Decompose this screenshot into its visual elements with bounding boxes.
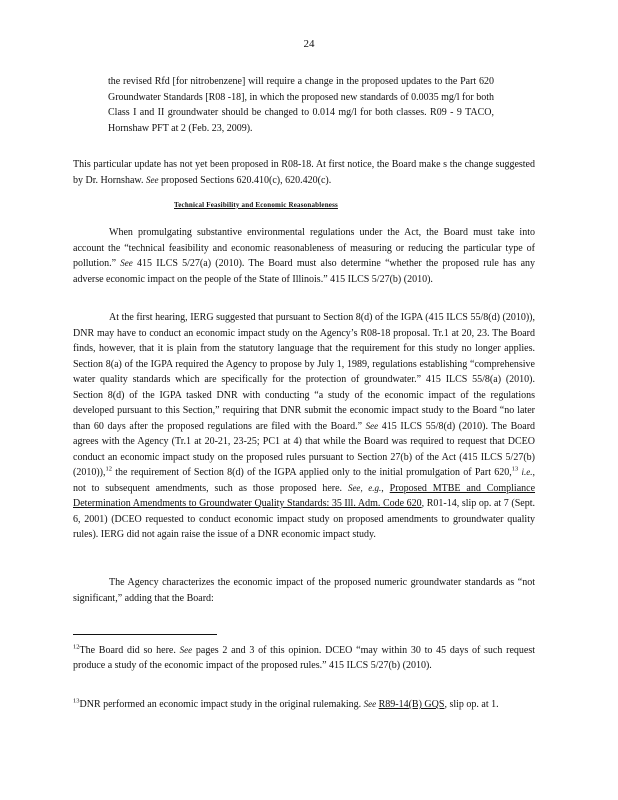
paragraph-text: This particular update has not yet been proposed in R08-18. At first notice, the Board make s the change suggested by Dr. Hornshaw. <box>73 159 535 186</box>
footnote-text: DNR performed an economic impact study in the original rulemaking. <box>79 699 362 710</box>
paragraph-ierg-hearing: At the first hearing, IERG suggested that pursuant to Section 8(d) of the IGPA (415 ILCS 55/8(d) (2010)), DNR may have to conduct an economic impact study on the Agency’s R08-18 proposal. Tr.1 at 20, 23. The Board finds, however, that it is plain from the statutory language that the requirement for this study no longer applies. Section 8(a) of the IGPA required the Agency to propose by July 1, 1989, regulations establishing “comprehensive water quality standards which are specifically for the protection of groundwater.” 415 ILCS 55/8(a) (2010). Section 8(d) of the IGPA tasked DNR with conducting “a study of the economic impact of the regulations developed pursuant to this Section,” requiring that DNR submit the economic impact study to the Board “no later than 60 days after the proposed regulations are filed with the Board.” See 415 ILCS 55/8(d) (2010). The Board agrees with the Agency (Tr.1 at 20-21, 23-25; PC1 at 4) that while the Board was required to request that DCEO conduct an economic impact study on the proposed rules pursuant to Section 27(b) of the Act (415 ILCS 5/27(b) (2010)),$^{12}$ the requirement of Section 8(d) of the IGPA applied only to the initial promulgation of Part 620,13 i.e., not to subsequent amendments, such as those proposed here. See, e.g., Proposed MTBE and Compliance Determination Amendments to Groundwater Quality Standards: 35 Ill. Adm. Code 620, R01-14, slip op. at 7 (Sept. 6, 2001) (DCEO requested to conduct economic impact study on proposed amendments to groundwater quality rules). IERG did not again raise the issue of a DNR economic impact study. <box>73 312 536 540</box>
footnote-text: , slip op. at 1. <box>444 699 499 710</box>
paragraph-feasibility <box>73 225 535 287</box>
citation-signal: i.e. <box>521 467 533 477</box>
paragraph-text: When promulgating substantive environmental regulations under the Act, the Board must take into account the “technical feasibility and economic reasonableness of measuring or reducing the particular type of pollution.” <box>73 227 535 269</box>
citation-signal: See <box>179 645 193 655</box>
footnote-reference[interactable]: 13 <box>511 465 519 473</box>
footnote-reference[interactable]: 12 <box>105 465 112 473</box>
block-quote: the revised Rfd [for nitrobenzene] will require a change in the proposed updates to the Part 620 Groundwater Standards [R08 -18], in which the proposed new standards of 0.0035 mg/l for both Class I and II groundwater should be changed to 0.014 mg/l for both classes. R09 - 9 TACO, Hornshaw PFT at 2 (Feb. 23, 2009). <box>108 76 494 134</box>
case-citation: Proposed MTBE and Compliance Determination Amendments to Groundwater Quality Standards: 35 Ill. Adm. Code 620 <box>73 482 536 509</box>
paragraph-agency: The Agency characterizes the economic impact of the proposed numeric groundwater standards as “not significant,” adding that the Board: <box>73 577 535 604</box>
paragraph-text: At the first hearing, IERG suggested that pursuant to Section 8(d) of the IGPA (415 ILCS 55/8(d) (2010)), DNR may have to conduct an economic impact study on the Agency’s R08-18 proposal. Tr.1 at 20, 23. The Board finds, however, that it is plain from the statutory language that the requirement for this study no longer applies. Section 8(a) of the IGPA required the Agency to propose by July 1, 1989, regulations establishing “comprehensive water quality standards which are specifically for the protection of groundwater.” 415 ILCS 55/8(a) (2010). Section 8(d) of the IGPA tasked DNR with conducting “a study of the economic impact of the regulations developed pursuant to this Section,” requiring that DNR submit the economic impact study to the Board “no later than 60 days after the proposed regulations are filed with the Board.” <box>73 312 535 432</box>
paragraph-text: 415 ILCS 55/8(d) (2010). The Board agrees with the Agency (Tr.1 at 20-21, 23-25; PC1 at 4) that while the Board was required to request that DCEO conduct an economic impact study on the proposed rules pursuant to Section 27(b) of the Act (415 ILCS 5/27(b) (2010)), <box>73 420 536 478</box>
section-heading: Technical Feasibility and Economic Reasonableness <box>174 201 338 209</box>
case-citation: R89-14(B) GQS <box>378 699 445 710</box>
citation-signal: See <box>120 258 133 268</box>
page-number: 24 <box>303 38 315 50</box>
footnote-divider <box>73 634 217 635</box>
paragraph-text: proposed Sections 620.410(c), 620.420(c). <box>160 174 332 186</box>
footnote-text: The Board did so here. <box>79 645 176 656</box>
footnote <box>73 697 535 712</box>
citation-signal: See <box>365 420 379 431</box>
footnote <box>73 643 535 673</box>
paragraph-text: , not to subsequent amendments, such as those proposed here. <box>73 467 535 494</box>
footnote-number: 13 <box>73 697 80 705</box>
citation-signal: See <box>363 699 377 709</box>
paragraph-update-note <box>73 157 535 188</box>
footnote-text: pages 2 and 3 of this opinion. DCEO “may within 30 to 45 days of such request produce a study of the economic impact of the proposed rules.” 415 ILCS 5/27(b) (2010). <box>73 645 535 671</box>
footnote-number: 12 <box>73 643 80 651</box>
citation-signal: See <box>145 174 159 185</box>
citation-signal: See <box>347 482 361 493</box>
paragraph-text: 415 ILCS 5/27(a) (2010). The Board must also determine “whether the proposed rule has any adverse economic impact on the people of the State of Illinois.” 415 ILCS 5/27(b) (2010). <box>73 258 536 285</box>
paragraph-text: the requirement of Section 8(d) of the IGPA applied only to the initial promulgation of Part 620, <box>115 467 512 478</box>
paragraph-text: , R01-14, slip op. at 7 (Sept. 6, 2001) (DCEO requested to conduct economic impact study on proposed amendments to groundwater quality rules). IERG did not again raise the issue of a DNR economic impact study. <box>73 498 535 540</box>
citation-signal: , e.g. <box>360 482 382 493</box>
